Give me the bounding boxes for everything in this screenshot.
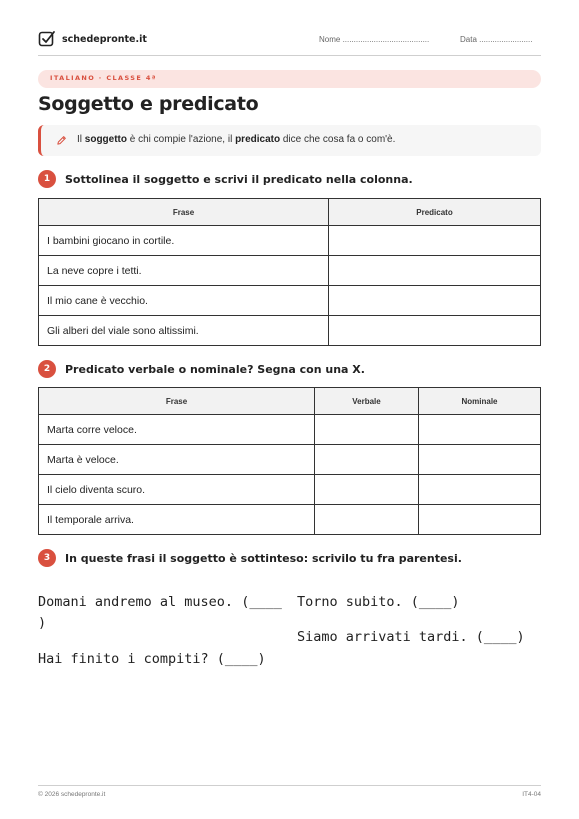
copyright: © 2026 schedepronte.it bbox=[38, 791, 106, 798]
date-field: Data ........................ bbox=[460, 35, 533, 44]
fill-sentence-continuation: ) bbox=[38, 615, 47, 631]
exercise-number: 3 bbox=[38, 549, 56, 567]
sentence-cell: Il mio cane è vecchio. bbox=[39, 286, 329, 316]
verbale-checkbox-cell[interactable] bbox=[315, 475, 419, 505]
table-row bbox=[39, 256, 541, 286]
exercise-3-heading bbox=[38, 549, 462, 567]
answer-cell[interactable] bbox=[329, 316, 541, 346]
exercise-2-heading bbox=[38, 360, 365, 378]
definition-callout bbox=[38, 125, 541, 156]
answer-cell[interactable] bbox=[329, 226, 541, 256]
exercise-instruction: Predicato verbale o nominale? Segna con una X. bbox=[65, 362, 365, 376]
page-header bbox=[38, 30, 541, 56]
column-header: Frase bbox=[39, 388, 315, 415]
table-header-row bbox=[39, 388, 541, 415]
term-soggetto: soggetto bbox=[84, 134, 127, 145]
column-header: Verbale bbox=[315, 388, 419, 415]
column-header: Predicato bbox=[329, 199, 541, 226]
answer-cell[interactable] bbox=[329, 286, 541, 316]
sentence-cell: I bambini giocano in cortile. bbox=[39, 226, 329, 256]
fill-sentence[interactable]: Hai finito i compiti? (____) bbox=[38, 651, 266, 667]
column-header: Nominale bbox=[419, 388, 541, 415]
fill-sentence[interactable]: Siamo arrivati tardi. (____) bbox=[297, 629, 525, 645]
table-header-row bbox=[39, 199, 541, 226]
subject-label: ITALIANO · CLASSE 4ª bbox=[50, 74, 157, 82]
term-predicato: predicato bbox=[235, 134, 281, 145]
verbale-checkbox-cell[interactable] bbox=[315, 415, 419, 445]
sentence-cell: Il cielo diventa scuro. bbox=[39, 475, 315, 505]
fill-sentence[interactable]: Domani andremo al museo. (____ bbox=[38, 594, 282, 610]
exercise-1-heading bbox=[38, 170, 413, 188]
sentence-cell: Gli alberi del viale sono altissimi. bbox=[39, 316, 329, 346]
table-row bbox=[39, 226, 541, 256]
exercise-number: 1 bbox=[38, 170, 56, 188]
exercise-1-table bbox=[38, 198, 541, 346]
column-header: Frase bbox=[39, 199, 329, 226]
table-row bbox=[39, 475, 541, 505]
worksheet-code: IT4-04 bbox=[522, 791, 541, 798]
nominale-checkbox-cell[interactable] bbox=[419, 445, 541, 475]
table-row bbox=[39, 445, 541, 475]
sentence-cell: Marta è veloce. bbox=[39, 445, 315, 475]
verbale-checkbox-cell[interactable] bbox=[315, 445, 419, 475]
page-title: Soggetto e predicato bbox=[38, 93, 259, 115]
fill-sentence[interactable]: Torno subito. (____) bbox=[297, 594, 460, 610]
nominale-checkbox-cell[interactable] bbox=[419, 475, 541, 505]
answer-cell[interactable] bbox=[329, 256, 541, 286]
sentence-cell: Il temporale arriva. bbox=[39, 505, 315, 535]
verbale-checkbox-cell[interactable] bbox=[315, 505, 419, 535]
logo bbox=[38, 30, 147, 48]
sentence-cell: Marta corre veloce. bbox=[39, 415, 315, 445]
definition-text: Il soggetto è chi compie l'azione, il predicato dice che cosa fa o com'è. bbox=[77, 134, 396, 145]
table-row bbox=[39, 316, 541, 346]
page-footer bbox=[38, 785, 541, 798]
nominale-checkbox-cell[interactable] bbox=[419, 415, 541, 445]
table-row bbox=[39, 505, 541, 535]
nominale-checkbox-cell[interactable] bbox=[419, 505, 541, 535]
site-name: schedepronte.it bbox=[62, 33, 147, 45]
table-row bbox=[39, 286, 541, 316]
name-field: Nome ....................................... bbox=[319, 35, 430, 44]
checkbox-logo-icon bbox=[38, 30, 56, 48]
exercise-instruction: In queste frasi il soggetto è sottinteso: scrivilo tu fra parentesi. bbox=[65, 551, 462, 565]
table-row bbox=[39, 415, 541, 445]
subject-banner bbox=[38, 70, 541, 88]
exercise-instruction: Sottolinea il soggetto e scrivi il predicato nella colonna. bbox=[65, 172, 413, 186]
sentence-cell: La neve copre i tetti. bbox=[39, 256, 329, 286]
exercise-number: 2 bbox=[38, 360, 56, 378]
exercise-2-table bbox=[38, 387, 541, 535]
pencil-icon bbox=[56, 135, 67, 146]
